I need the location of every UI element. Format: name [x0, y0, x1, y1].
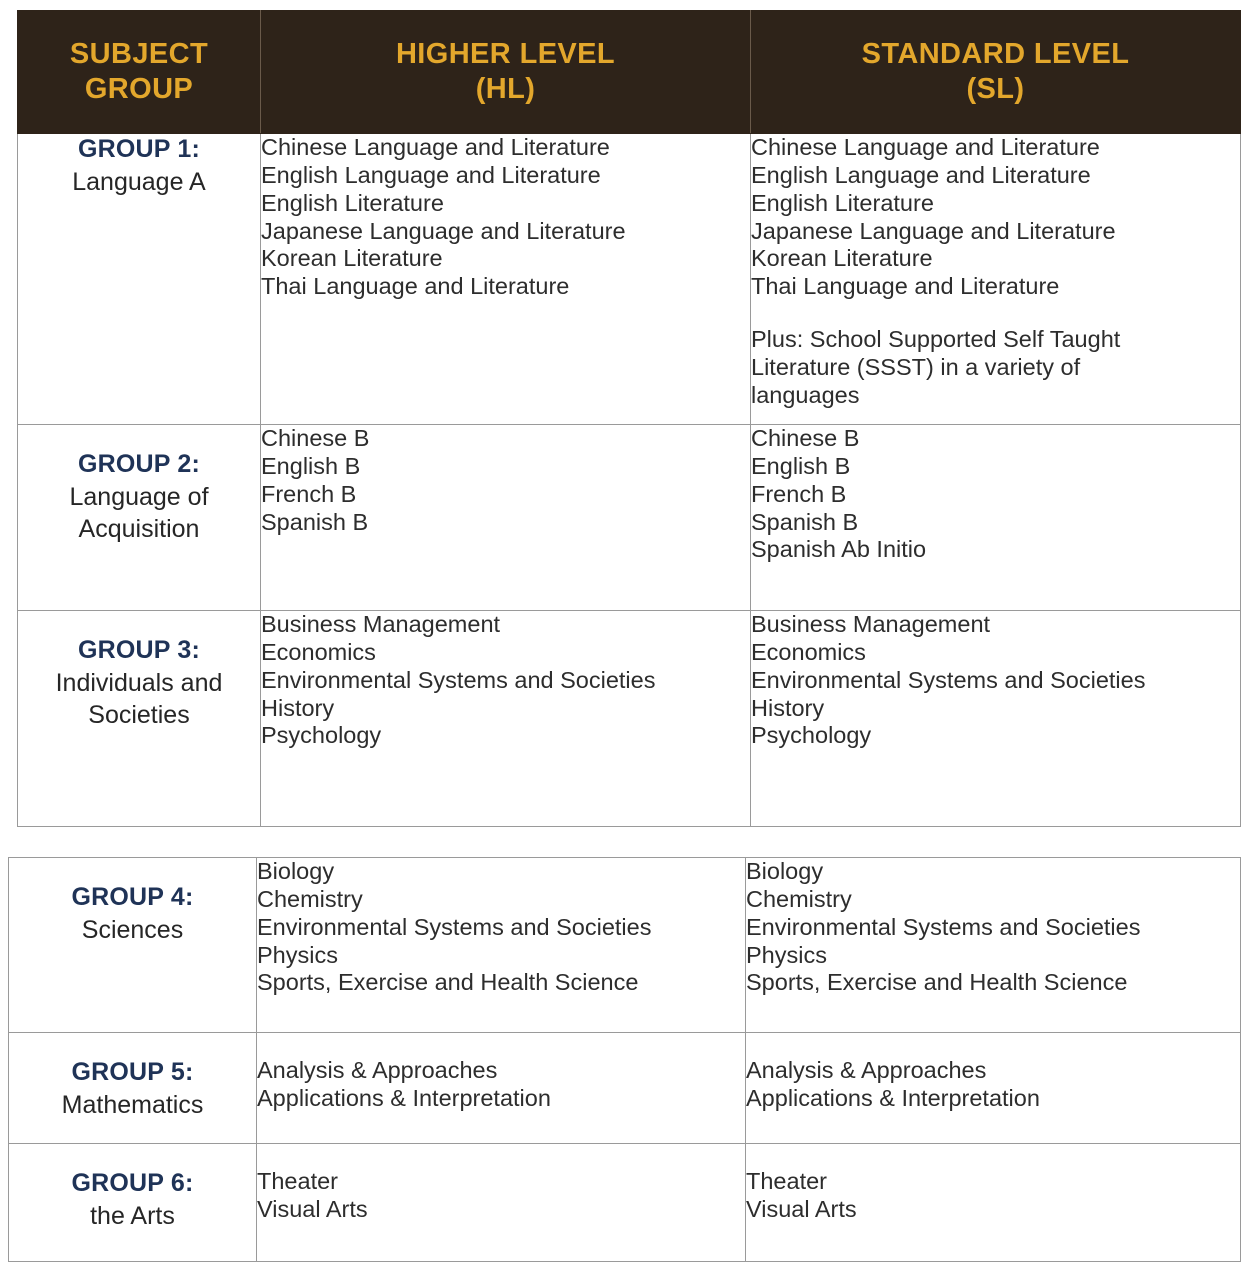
table-row: [18, 134, 1241, 425]
group-description: Language A: [72, 167, 206, 196]
group-description: Mathematics: [61, 1090, 204, 1119]
subject-item: French B: [751, 480, 847, 507]
subject-item: Korean Literature: [751, 245, 933, 272]
group-description: the Arts: [90, 1201, 175, 1230]
subject-item: Sports, Exercise and Health Science: [746, 969, 1128, 996]
sl-subjects-cell: [751, 134, 1241, 425]
table-header-row: [18, 11, 1241, 134]
subject-item: Biology: [257, 858, 335, 884]
sl-subjects-cell: [751, 425, 1241, 611]
subject-item: Applications & Interpretation: [746, 1084, 1040, 1111]
sl-subjects-cell: [751, 611, 1241, 827]
table-row: [9, 1144, 1241, 1262]
group-label-cell: [18, 425, 261, 611]
subject-item: Environmental Systems and Societies: [746, 913, 1141, 940]
subject-item: History: [751, 694, 825, 721]
subject-item: Environmental Systems and Societies: [257, 913, 652, 940]
group-name: GROUP 1:: [78, 135, 200, 163]
header-subject-group-line1: SUBJECT: [69, 37, 209, 70]
subject-item: Spanish B: [261, 508, 369, 535]
subject-item: Chemistry: [746, 885, 852, 912]
subject-item: Biology: [746, 858, 824, 884]
subject-item: Analysis & Approaches: [746, 1057, 987, 1083]
subject-item: Psychology: [261, 722, 382, 749]
group-label-cell: [18, 134, 261, 425]
hl-subjects-cell: [257, 1144, 746, 1262]
subject-item: Physics: [746, 941, 827, 968]
subject-item: Chinese Language and Literature: [751, 134, 1100, 160]
subject-item: Japanese Language and Literature: [751, 217, 1116, 244]
subject-item: Sports, Exercise and Health Science: [257, 969, 639, 996]
group-label-cell: [9, 858, 257, 1033]
subject-item: Environmental Systems and Societies: [261, 666, 656, 693]
group-description: Language of Acquisition: [69, 482, 209, 543]
subject-item: Analysis & Approaches: [257, 1057, 498, 1083]
subject-item: Theater: [257, 1168, 338, 1194]
subject-item: Chinese Language and Literature: [261, 134, 610, 160]
subject-item: English B: [261, 452, 361, 479]
subject-item: English Language and Literature: [751, 161, 1091, 188]
table-row: [9, 858, 1241, 1033]
hl-subjects-cell: [261, 134, 751, 425]
subject-item: Visual Arts: [746, 1195, 857, 1222]
group-name: GROUP 4:: [71, 883, 194, 911]
subject-note: Plus: School Supported Self Taught Literature (SSST) in a variety of languages: [751, 326, 1121, 408]
group-label-cell: [9, 1033, 257, 1144]
sl-subjects-cell: [746, 1033, 1241, 1144]
subject-item: English Literature: [751, 189, 934, 216]
subject-item: Psychology: [751, 722, 872, 749]
header-subject-group-line2: GROUP: [84, 73, 194, 105]
header-higher-level: [261, 11, 751, 134]
subject-item: Economics: [261, 638, 376, 665]
sl-subjects-cell: [746, 1144, 1241, 1262]
subject-item: Theater: [746, 1168, 827, 1194]
subject-item: Spanish Ab Initio: [751, 536, 927, 563]
subject-item: Visual Arts: [257, 1195, 368, 1222]
hl-subjects-cell: [257, 858, 746, 1033]
group-name: GROUP 2:: [78, 450, 200, 478]
subject-item: Physics: [257, 941, 338, 968]
subject-item: Thai Language and Literature: [751, 273, 1060, 300]
subject-item: English Literature: [261, 189, 444, 216]
subject-item: History: [261, 694, 335, 721]
subject-item: Environmental Systems and Societies: [751, 666, 1146, 693]
hl-subjects-cell: [261, 611, 751, 827]
table-row: [18, 611, 1241, 827]
subject-item: Thai Language and Literature: [261, 273, 570, 300]
subject-item: Japanese Language and Literature: [261, 217, 626, 244]
subject-table-groups-1-to-3: [17, 10, 1241, 827]
hl-subjects-cell: [261, 425, 751, 611]
header-standard-level-line2: (SL): [966, 73, 1025, 105]
subject-item: Applications & Interpretation: [257, 1084, 551, 1111]
group-name: GROUP 6:: [71, 1169, 194, 1197]
header-subject-group: [18, 11, 261, 134]
subject-item: Chinese B: [751, 425, 860, 451]
table-row: [9, 1033, 1241, 1144]
header-higher-level-line2: (HL): [475, 73, 536, 105]
subject-item: English B: [751, 452, 851, 479]
subject-item: English Language and Literature: [261, 161, 601, 188]
subject-item: Chemistry: [257, 885, 363, 912]
subject-item: Chinese B: [261, 425, 370, 451]
header-standard-level: [751, 11, 1241, 134]
hl-subjects-cell: [257, 1033, 746, 1144]
group-label-cell: [9, 1144, 257, 1262]
group-description: Individuals and Societies: [55, 668, 223, 729]
group-name: GROUP 5:: [71, 1058, 194, 1086]
table-row: [18, 425, 1241, 611]
group-name: GROUP 3:: [78, 636, 200, 664]
subject-item: Korean Literature: [261, 245, 443, 272]
subject-item: French B: [261, 480, 357, 507]
subject-table-groups-4-to-6: [8, 857, 1241, 1262]
group-label-cell: [18, 611, 261, 827]
sl-subjects-cell: [746, 858, 1241, 1033]
group-description: Sciences: [81, 915, 184, 944]
subject-item: Spanish B: [751, 508, 859, 535]
header-standard-level-line1: STANDARD LEVEL: [861, 37, 1130, 70]
header-higher-level-line1: HIGHER LEVEL: [395, 37, 616, 70]
subject-item: Business Management: [751, 611, 991, 637]
subject-item: Business Management: [261, 611, 501, 637]
subject-item: Economics: [751, 638, 866, 665]
